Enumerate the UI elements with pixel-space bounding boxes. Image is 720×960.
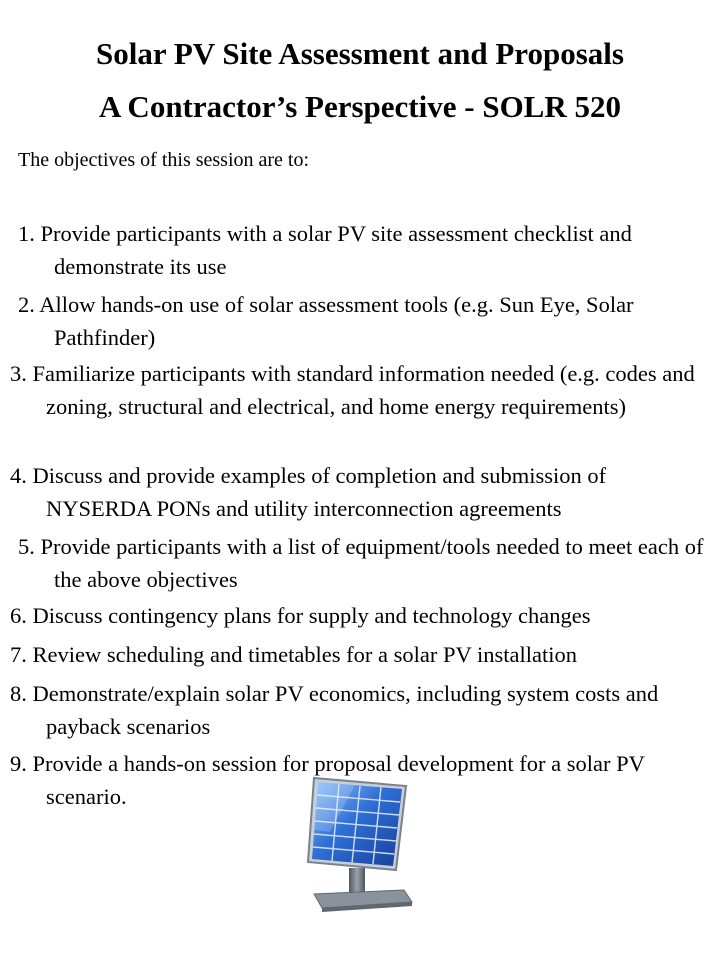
solar-panel-icon	[300, 772, 420, 912]
page-title: Solar PV Site Assessment and Proposals	[96, 36, 624, 71]
objective-item: 5. Provide participants with a list of equipment/tools needed to meet each of the above objectives	[18, 534, 704, 592]
intro-text: The objectives of this session are to:	[18, 149, 310, 171]
objective-item: 7. Review scheduling and timetables for a solar PV installation	[10, 642, 577, 667]
objective-item: 9. Provide a hands-on session for proposal development for a solar PV scenario.	[10, 751, 645, 809]
objective-item: 4. Discuss and provide examples of completion and submission of NYSERDA PONs and utility interconnection agreements	[10, 463, 607, 521]
objective-item: 6. Discuss contingency plans for supply and technology changes	[10, 603, 591, 628]
objective-item: 3. Familiarize participants with standard information needed (e.g. codes and zoning, structural and electrical, and home energy requirements)	[10, 361, 695, 419]
objective-item: 1. Provide participants with a solar PV site assessment checklist and demonstrate its use	[18, 221, 632, 279]
page-subtitle: A Contractor’s Perspective - SOLR 520	[99, 89, 621, 124]
objective-item: 8. Demonstrate/explain solar PV economics, including system costs and payback scenarios	[10, 681, 659, 739]
objective-item: 2. Allow hands-on use of solar assessment tools (e.g. Sun Eye, Solar Pathfinder)	[18, 292, 634, 350]
